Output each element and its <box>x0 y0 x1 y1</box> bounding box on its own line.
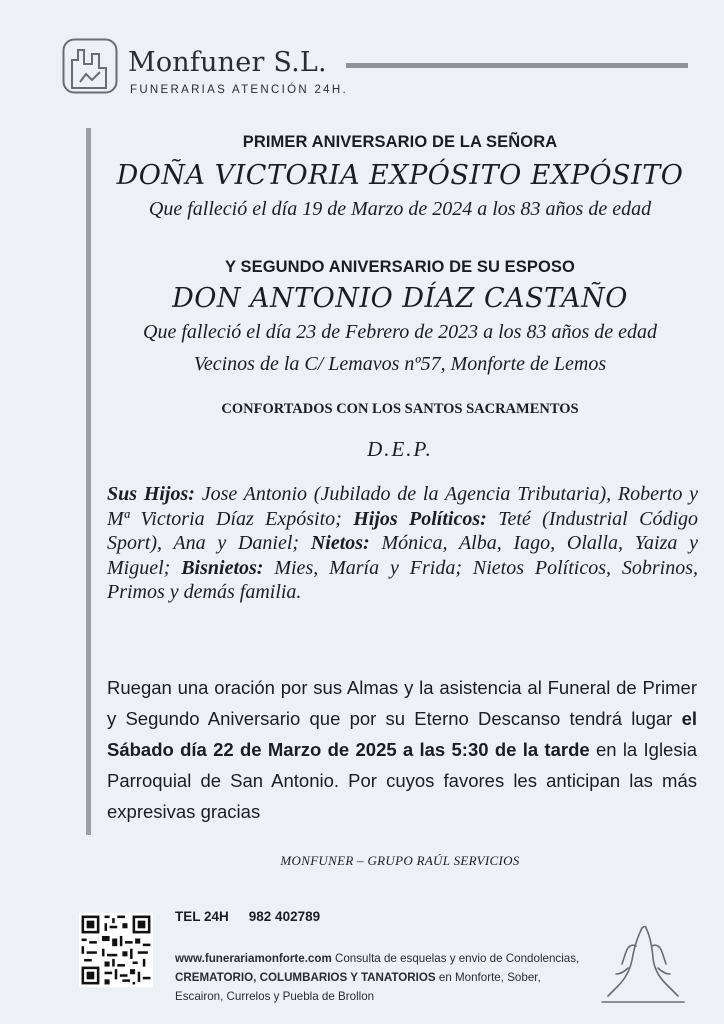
nietos-label: Nietos: <box>310 532 370 554</box>
brand-subtitle: FUNERARIAS ATENCIÓN 24H. <box>130 84 348 96</box>
prayer-outro: en la Iglesia Parroquial de San Antonio. Por cuyos favores les anticipan las más expresivas gracias <box>107 739 697 822</box>
hijos-label: Sus Hijos: <box>107 483 195 505</box>
first-anniversary-title: PRIMER ANIVERSARIO DE LA SEÑORA <box>242 133 558 151</box>
funeral-datetime: el Sábado día 22 de Marzo de 2025 a las 5:30 de la tarde <box>107 708 697 760</box>
hijos-politicos-text: Teté (Industrial Código Sport), Ana y Daniel; <box>107 507 698 554</box>
phone-line <box>175 909 320 924</box>
contact-info <box>175 949 585 1006</box>
prayer-intro: Ruegan una oración por sus Almas y la asistencia al Funeral de Primer y Segundo Aniversario que por su Eterno Descanso tendrá lugar <box>107 677 697 729</box>
bisnietos-label: Bisnietos: <box>181 556 264 579</box>
second-deceased-death: Que falleció el día 23 de Febrero de 2023 a los 83 años de edad <box>143 321 657 343</box>
group-signature: MONFUNER – GRUPO RAÚL SERVICIOS <box>280 853 520 868</box>
header-divider <box>346 63 688 68</box>
first-deceased-death: Que falleció el día 19 de Marzo de 2024 a los 83 años de edad <box>148 198 652 220</box>
website-link[interactable]: www.funerariamonforte.com <box>175 952 332 965</box>
prayer-paragraph <box>107 672 697 827</box>
services-list: CREMATORIO, COLUMBARIOS Y TANATORIOS <box>175 971 436 984</box>
contact-text-1: Consulta de esquelas y envio de Condolencias, <box>331 952 580 965</box>
phone-number[interactable]: 982 402789 <box>248 909 321 924</box>
dep-line: D.E.P. <box>367 437 433 461</box>
second-anniversary-title: Y SEGUNDO ANIVERSARIO DE SU ESPOSO <box>225 258 575 276</box>
residence-line: Vecinos de la C/ Lemavos nº57, Monforte de Lemos <box>193 353 607 375</box>
contact-text-2: en Monforte, Sober, Escairon, Currelos y Puebla de Brollon <box>175 971 541 1003</box>
praying-hands-icon <box>598 916 688 1006</box>
phone-label: TEL 24H <box>175 909 229 924</box>
first-deceased-name: DOÑA VICTORIA EXPÓSITO EXPÓSITO <box>116 160 684 191</box>
hijos-text: Jose Antonio (Jubilado de la Agencia Tributaria), Roberto y Mª Victoria Díaz Expósito; <box>107 483 698 530</box>
hijos-politicos-label: Hijos Políticos: <box>353 507 487 530</box>
second-deceased-name: DON ANTONIO DÍAZ CASTAÑO <box>172 283 628 314</box>
qr-code-icon[interactable] <box>79 913 153 987</box>
monfuner-logo-icon <box>62 38 118 94</box>
brand-name: Monfuner S.L. <box>128 47 327 78</box>
bisnietos-text: Mies, María y Frida; Nietos Políticos, Sobrinos, Primos y demás familia. <box>107 556 698 603</box>
family-paragraph <box>107 482 698 605</box>
nietos-text: Mónica, Alba, Iago, Olalla, Yaiza y Miguel; <box>107 532 698 579</box>
sacraments-line: CONFORTADOS CON LOS SANTOS SACRAMENTOS <box>221 401 579 417</box>
left-vertical-rule <box>86 128 91 835</box>
